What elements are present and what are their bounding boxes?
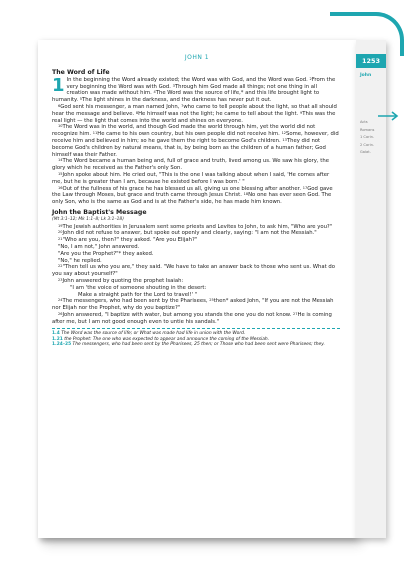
book-name: John [360,73,372,78]
verse-block: $^{23}$John answered by quoting the prophet Isaiah: [58,277,184,284]
verse-block: $^{15}$John spoke about him. He cried out, "This is the one I was talking about when I said, 'He comes after me, but he is greater than I am, because he existed before I was born.' " [52,171,330,185]
footnote: 1.24–25 The messengers, who had been sent by the Pharisees, 25 then; or Those who had been sent were Pharisees; they. [52,342,325,348]
footnote: 1.4 The Word was the source of life; or What was made had life in union with the Word. [52,331,246,337]
cross-ref: 2 Corin. [360,142,375,147]
page-number: 1253 [356,54,386,68]
cross-ref: 1 Corin. [360,135,375,139]
poetry-line: Make a straight path for the Lord to travel!' " [78,291,198,298]
section-heading-john-baptist: John the Baptist's Message [52,208,147,216]
chapter-number: 1 [52,74,65,96]
parallel-passages: (Mt 3:1–12; Mk 1:1–8; Lk 3:1–18) [52,216,124,222]
arrow-right-icon [378,110,400,122]
cross-ref: Galat. [360,150,371,154]
verse-block: $^{21}$"Who are you, then?" they asked. "Are you Elijah?" [58,237,198,244]
page-body [52,70,340,348]
footnotes [52,328,340,347]
verse-block: $^{22}$"Then tell us who you are," they said. "We have to take an answer back to those who sent us. What do you say about yourself?" [52,264,335,278]
cross-ref: Acts [360,120,368,124]
section-heading-word-of-life: The Word of Life [52,69,110,76]
verse-block: $^{19}$The Jewish authorities in Jerusalem sent some priests and Levites to John, to ask him, "Who are you?" [58,223,333,230]
verse-block: $^{10}$The Word was in the world, and though God made the world through him, yet the world did not recognize him. $^{11}$He came to his own country, but his own people did not receive him. $^{12}$Some, however, did receive him and believed in him; so he gave them the right to become God's children. $^{13}$They did not become God's children by natural means, that is, by being born as the children of a human father; God himself was their Father. [52,124,339,158]
poetry-line: "I am 'the voice of someone shouting in the desert: [70,284,207,291]
verse-block: "No, I am not," John answered. [58,243,140,250]
verse-block: "Are you the Prophet?"* they asked. [58,250,154,257]
verse-block: $^{20}$John did not refuse to answer, but spoke out openly and clearly, saying: "I am not the Messiah." [58,230,317,237]
verse-block: $^{16}$Out of the fullness of his grace he has blessed us all, giving us one blessing after another. $^{17}$God gave the Law through Moses, but grace and truth came through Jesus Christ. $^{18}$No one has ever seen God. The only Son, who is the same as God and is at the Father's side, he has made him known. [52,185,333,206]
verse-block: "No," he replied. [58,257,102,264]
verse-block: $^{24}$The messengers, who had been sent by the Pharisees, $^{25}$then* asked John, "If you are not the Messiah nor Elijah nor the Prophet, why do you baptize?" [52,298,334,312]
page-header: JOHN 1 [184,54,210,61]
verse-block: $^{14}$The Word became a human being and, full of grace and truth, lived among us. We saw his glory, the glory which he received as the Father's only Son. [52,158,329,172]
cross-ref: Romans [360,127,375,132]
verse-block: 1 In the beginning the Word already existed; the Word was with God, and the Word was God. $^2$From the very beginning the Word was with God. $^3$Through him God made all things; not one thing in all creation was made without him. $^4$The Word was the source of life,* and this life brought light to humanity. $^5$The light shines in the darkness, and the darkness has never put it out. [52,74,336,104]
footnote: 1.21 the Prophet: The one who was expected to appear and announce the coming of the Messiah. [52,336,270,342]
verse-block: $^{26}$John answered, "I baptize with water, but among you stands the one you do not know. $^{27}$He is coming after me, but I am not good enough even to untie his sandals." [52,311,332,325]
bible-page [38,40,356,538]
verse-block: $^6$God sent his messenger, a man named John, $^7$who came to tell people about the light, so that all should hear the message and believe. $^8$He himself was not the light; he came to tell about the light. $^9$This was the real light — the light that comes into the world and shines on everyone. [52,103,337,124]
cross-reference-list [360,119,374,157]
